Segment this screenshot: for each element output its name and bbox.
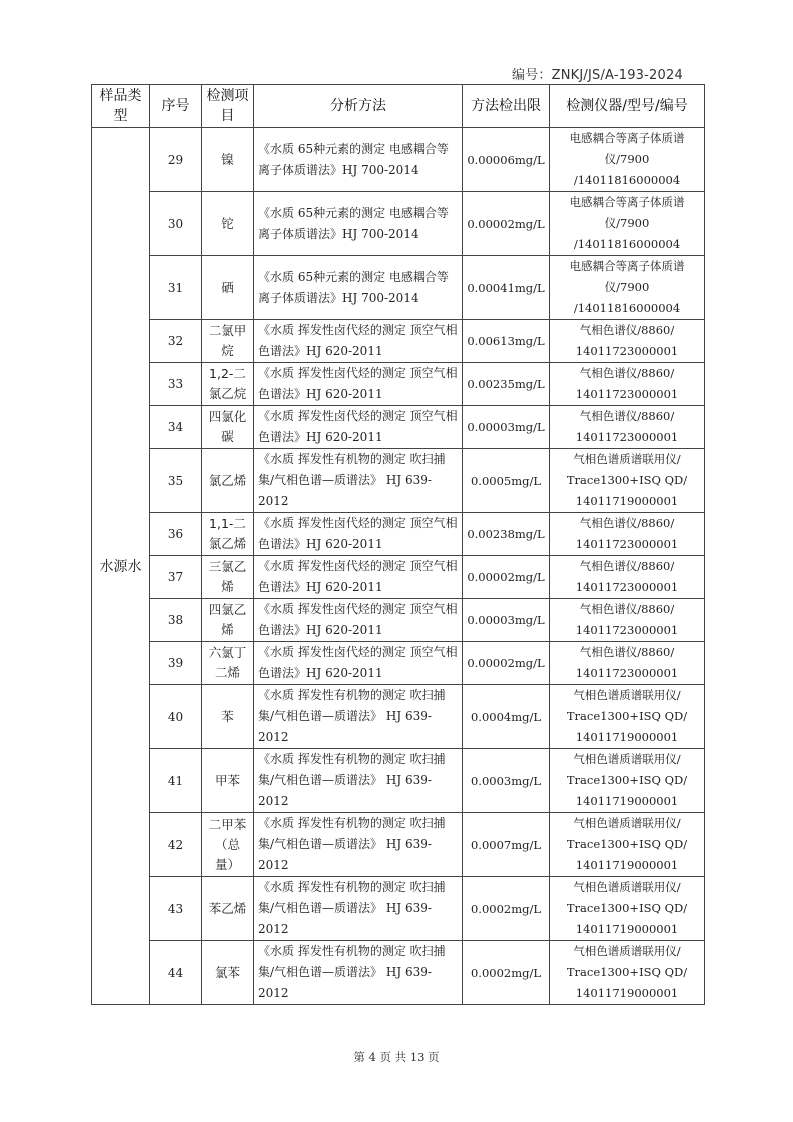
header-sample-type: 样品类型 xyxy=(92,85,150,128)
instrument-cell: 气相色谱质谱联用仪/ Trace1300+ISQ QD/ 14011719000001 xyxy=(550,685,705,749)
seq-cell: 40 xyxy=(150,685,202,749)
table-row xyxy=(92,599,705,642)
method-cell: 《水质 挥发性卤代烃的测定 顶空气相色谱法》HJ 620-2011 xyxy=(254,642,463,685)
item-cell: 苯乙烯 xyxy=(202,877,254,941)
limit-cell: 0.0005mg/L xyxy=(463,449,550,513)
instrument-cell: 气相色谱仪/8860/ 14011723000001 xyxy=(550,556,705,599)
table-header-row xyxy=(92,85,705,128)
method-cell: 《水质 挥发性卤代烃的测定 顶空气相色谱法》HJ 620-2011 xyxy=(254,320,463,363)
limit-cell: 0.00238mg/L xyxy=(463,513,550,556)
table-row xyxy=(92,449,705,513)
seq-cell: 42 xyxy=(150,813,202,877)
item-cell: 镍 xyxy=(202,128,254,192)
limit-cell: 0.0002mg/L xyxy=(463,941,550,1005)
item-cell: 六氯丁二烯 xyxy=(202,642,254,685)
limit-cell: 0.00002mg/L xyxy=(463,192,550,256)
instrument-cell: 电感耦合等离子体质谱仪/7900 /14011816000004 xyxy=(550,128,705,192)
method-cell: 《水质 挥发性卤代烃的测定 顶空气相色谱法》HJ 620-2011 xyxy=(254,363,463,406)
method-cell: 《水质 挥发性卤代烃的测定 顶空气相色谱法》HJ 620-2011 xyxy=(254,556,463,599)
method-cell: 《水质 挥发性有机物的测定 吹扫捕集/气相色谱—质谱法》 HJ 639-2012 xyxy=(254,877,463,941)
header-instrument: 检测仪器/型号/编号 xyxy=(550,85,705,128)
limit-cell: 0.0004mg/L xyxy=(463,685,550,749)
seq-cell: 35 xyxy=(150,449,202,513)
seq-cell: 34 xyxy=(150,406,202,449)
limit-cell: 0.00002mg/L xyxy=(463,642,550,685)
table-row xyxy=(92,128,705,192)
table-row xyxy=(92,406,705,449)
method-cell: 《水质 挥发性有机物的测定 吹扫捕集/气相色谱—质谱法》 HJ 639-2012 xyxy=(254,685,463,749)
table-body xyxy=(92,128,705,1005)
table-row xyxy=(92,192,705,256)
instrument-cell: 电感耦合等离子体质谱仪/7900 /14011816000004 xyxy=(550,256,705,320)
instrument-cell: 气相色谱质谱联用仪/ Trace1300+ISQ QD/ 14011719000001 xyxy=(550,749,705,813)
item-cell: 1,2-二氯乙烷 xyxy=(202,363,254,406)
item-cell: 氯苯 xyxy=(202,941,254,1005)
limit-cell: 0.0003mg/L xyxy=(463,749,550,813)
table-row xyxy=(92,749,705,813)
table-row xyxy=(92,877,705,941)
method-cell: 《水质 65种元素的测定 电感耦合等离子体质谱法》HJ 700-2014 xyxy=(254,256,463,320)
seq-cell: 39 xyxy=(150,642,202,685)
method-cell: 《水质 挥发性有机物的测定 吹扫捕集/气相色谱—质谱法》 HJ 639-2012 xyxy=(254,813,463,877)
method-cell: 《水质 挥发性卤代烃的测定 顶空气相色谱法》HJ 620-2011 xyxy=(254,513,463,556)
limit-cell: 0.00613mg/L xyxy=(463,320,550,363)
method-cell: 《水质 挥发性卤代烃的测定 顶空气相色谱法》HJ 620-2011 xyxy=(254,599,463,642)
limit-cell: 0.0007mg/L xyxy=(463,813,550,877)
table-row xyxy=(92,513,705,556)
instrument-cell: 气相色谱仪/8860/ 14011723000001 xyxy=(550,406,705,449)
seq-cell: 36 xyxy=(150,513,202,556)
header-seq: 序号 xyxy=(150,85,202,128)
item-cell: 1,1-二氯乙烯 xyxy=(202,513,254,556)
instrument-cell: 气相色谱质谱联用仪/ Trace1300+ISQ QD/ 14011719000001 xyxy=(550,449,705,513)
table-row xyxy=(92,363,705,406)
detection-methods-table xyxy=(91,84,705,1005)
limit-cell: 0.00003mg/L xyxy=(463,406,550,449)
item-cell: 四氯化碳 xyxy=(202,406,254,449)
header-item: 检测项目 xyxy=(202,85,254,128)
table-row xyxy=(92,685,705,749)
seq-cell: 30 xyxy=(150,192,202,256)
item-cell: 甲苯 xyxy=(202,749,254,813)
limit-cell: 0.00006mg/L xyxy=(463,128,550,192)
item-cell: 硒 xyxy=(202,256,254,320)
method-cell: 《水质 挥发性卤代烃的测定 顶空气相色谱法》HJ 620-2011 xyxy=(254,406,463,449)
table-row xyxy=(92,256,705,320)
method-cell: 《水质 挥发性有机物的测定 吹扫捕集/气相色谱—质谱法》 HJ 639-2012 xyxy=(254,449,463,513)
item-cell: 氯乙烯 xyxy=(202,449,254,513)
instrument-cell: 气相色谱质谱联用仪/ Trace1300+ISQ QD/ 14011719000001 xyxy=(550,877,705,941)
method-cell: 《水质 挥发性有机物的测定 吹扫捕集/气相色谱—质谱法》 HJ 639-2012 xyxy=(254,941,463,1005)
item-cell: 四氯乙烯 xyxy=(202,599,254,642)
instrument-cell: 气相色谱质谱联用仪/ Trace1300+ISQ QD/ 14011719000001 xyxy=(550,941,705,1005)
table-row xyxy=(92,320,705,363)
method-cell: 《水质 挥发性有机物的测定 吹扫捕集/气相色谱—质谱法》 HJ 639-2012 xyxy=(254,749,463,813)
seq-cell: 43 xyxy=(150,877,202,941)
item-cell: 二甲苯（总量） xyxy=(202,813,254,877)
item-cell: 苯 xyxy=(202,685,254,749)
instrument-cell: 气相色谱仪/8860/ 14011723000001 xyxy=(550,363,705,406)
page-footer: 第 4 页 共 13 页 xyxy=(353,1050,440,1064)
limit-cell: 0.00003mg/L xyxy=(463,599,550,642)
seq-cell: 44 xyxy=(150,941,202,1005)
seq-cell: 32 xyxy=(150,320,202,363)
limit-cell: 0.0002mg/L xyxy=(463,877,550,941)
document-number: 编号：ZNKJ/JS/A-193-2024 xyxy=(512,68,683,83)
table-row xyxy=(92,813,705,877)
header-method: 分析方法 xyxy=(254,85,463,128)
seq-cell: 41 xyxy=(150,749,202,813)
limit-cell: 0.00041mg/L xyxy=(463,256,550,320)
seq-cell: 37 xyxy=(150,556,202,599)
instrument-cell: 电感耦合等离子体质谱仪/7900 /14011816000004 xyxy=(550,192,705,256)
instrument-cell: 气相色谱质谱联用仪/ Trace1300+ISQ QD/ 14011719000001 xyxy=(550,813,705,877)
header-limit: 方法检出限 xyxy=(463,85,550,128)
method-cell: 《水质 65种元素的测定 电感耦合等离子体质谱法》HJ 700-2014 xyxy=(254,128,463,192)
instrument-cell: 气相色谱仪/8860/ 14011723000001 xyxy=(550,642,705,685)
instrument-cell: 气相色谱仪/8860/ 14011723000001 xyxy=(550,599,705,642)
item-cell: 铊 xyxy=(202,192,254,256)
seq-cell: 38 xyxy=(150,599,202,642)
sample-type-cell: 水源水 xyxy=(92,128,150,1005)
seq-cell: 33 xyxy=(150,363,202,406)
seq-cell: 29 xyxy=(150,128,202,192)
item-cell: 三氯乙烯 xyxy=(202,556,254,599)
limit-cell: 0.00235mg/L xyxy=(463,363,550,406)
method-cell: 《水质 65种元素的测定 电感耦合等离子体质谱法》HJ 700-2014 xyxy=(254,192,463,256)
item-cell: 二氯甲烷 xyxy=(202,320,254,363)
table-row xyxy=(92,642,705,685)
seq-cell: 31 xyxy=(150,256,202,320)
table-row xyxy=(92,941,705,1005)
instrument-cell: 气相色谱仪/8860/ 14011723000001 xyxy=(550,320,705,363)
table-row xyxy=(92,556,705,599)
limit-cell: 0.00002mg/L xyxy=(463,556,550,599)
instrument-cell: 气相色谱仪/8860/ 14011723000001 xyxy=(550,513,705,556)
